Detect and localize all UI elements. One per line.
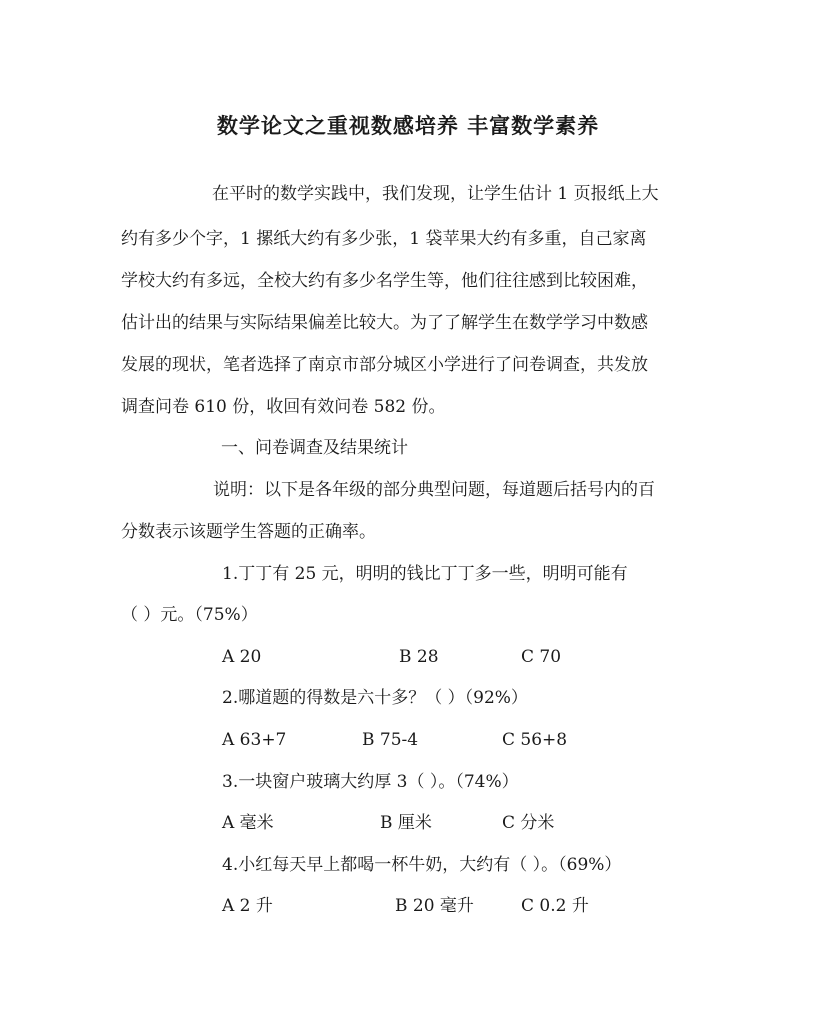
option-b: B 75-4	[362, 730, 419, 750]
option-b: B 20 毫升	[395, 896, 474, 916]
question-text: 1.丁丁有 25 元，明明的钱比丁丁多一些，明明可能有	[222, 564, 628, 584]
option-c: C 0.2 升	[521, 896, 589, 916]
intro-line: 在平时的数学实践中，我们发现，让学生估计 1 页报纸上大	[212, 184, 659, 204]
option-a: A 63+7	[222, 730, 287, 750]
option-a: A 2 升	[222, 896, 273, 916]
option-b: B 厘米	[380, 813, 432, 833]
section-heading: 一、问卷调查及结果统计	[221, 438, 408, 458]
intro-line: 学校大约有多远，全校大约有多少名学生等，他们往往感到比较困难，	[121, 271, 648, 291]
question-text: 2.哪道题的得数是六十多？（ ）（92%）	[222, 688, 528, 708]
intro-line: 发展的现状，笔者选择了南京市部分城区小学进行了问卷调查，共发放	[121, 355, 648, 375]
question-text: 4.小红每天早上都喝一杯牛奶，大约有（ ）。（69%）	[222, 855, 622, 875]
option-c: C 分米	[502, 813, 555, 833]
option-a: A 20	[222, 647, 262, 667]
document-title: 数学论文之重视数感培养 丰富数学素养	[216, 113, 600, 138]
option-c: C 70	[521, 647, 562, 667]
note-line: 分数表示该题学生答题的正确率。	[121, 522, 376, 542]
option-c: C 56+8	[502, 730, 568, 750]
option-a: A 毫米	[222, 813, 274, 833]
intro-line: 约有多少个字，1 摞纸大约有多少张，1 袋苹果大约有多重，自己家离	[121, 229, 647, 249]
intro-line: 调查问卷 610 份，收回有效问卷 582 份。	[121, 397, 446, 417]
question-text: （ ）元。（75%）	[121, 605, 258, 625]
option-b: B 28	[399, 647, 439, 667]
intro-line: 估计出的结果与实际结果偏差比较大。为了了解学生在数学学习中数感	[121, 313, 648, 333]
note-line: 说明：以下是各年级的部分典型问题，每道题后括号内的百	[213, 480, 655, 500]
question-text: 3.一块窗户玻璃大约厚 3（ ）。（74%）	[222, 772, 519, 792]
